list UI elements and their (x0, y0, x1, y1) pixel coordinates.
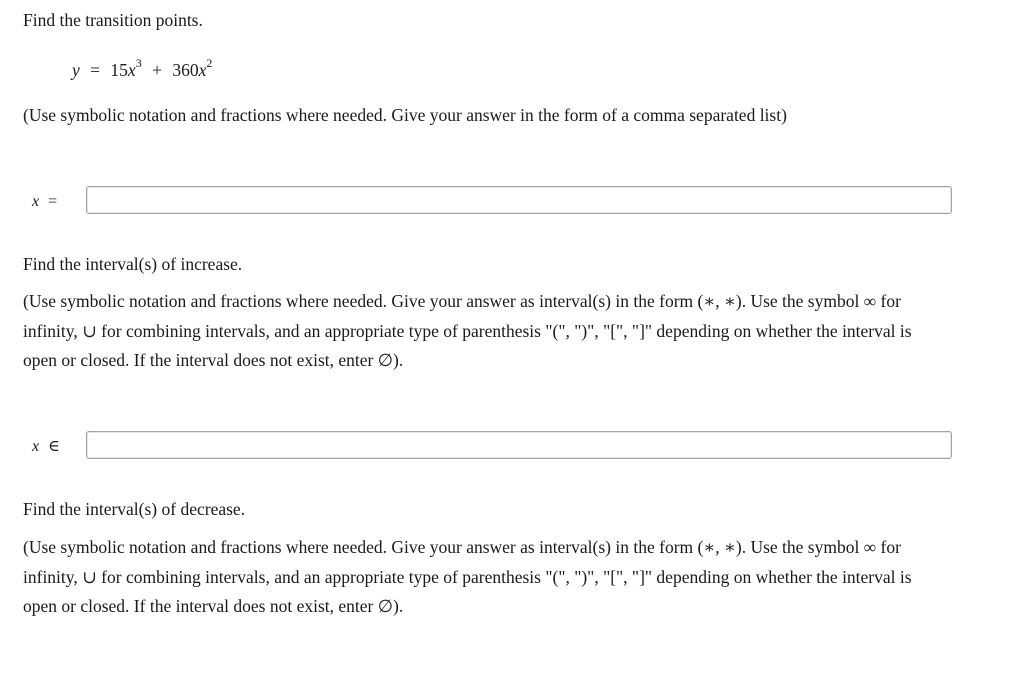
increase-interval-instruction (23, 287, 1008, 376)
equation-lhs: y (72, 60, 80, 80)
decrease-interval-prompt: Find the interval(s) of decrease. (23, 499, 246, 519)
increase-interval-input[interactable] (86, 431, 952, 459)
transition-points-instruction: (Use symbolic notation and fractions where needed. Give your answer in the form of a comma separated list) (23, 105, 787, 125)
equation-term2-var: x (198, 60, 207, 80)
equation-term1-coef: 15 (110, 60, 128, 80)
increase-answer-label (32, 437, 60, 457)
equation-term2-coef: 360 (172, 60, 199, 80)
equation-term2-exp: 2 (206, 56, 213, 71)
increase-answer-var: x (32, 438, 40, 455)
increase-instruction-line-2: infinity, ∪ for combining intervals, and an appropriate type of parenthesis "(", ")", "[", "]" depending on whether the interval is (23, 320, 912, 341)
increase-interval-prompt: Find the interval(s) of increase. (23, 254, 243, 274)
transition-points-prompt: Find the transition points. (23, 10, 203, 30)
decrease-instruction-line-1: (Use symbolic notation and fractions where needed. Give your answer as interval(s) in the form (∗, ∗). Use the symbol ∞ for (23, 537, 901, 557)
transition-points-input[interactable] (86, 186, 952, 214)
decrease-instruction-line-2: infinity, ∪ for combining intervals, and an appropriate type of parenthesis "(", ")", "[", "]" depending on whether the interval is (23, 566, 912, 587)
equation-term1-exp: 3 (135, 56, 142, 71)
transition-answer-label (32, 192, 57, 212)
equation-equals: = (90, 60, 101, 80)
increase-instruction-line-3: open or closed. If the interval does not exist, enter ∅). (23, 350, 404, 370)
increase-answer-rel: ∈ (48, 438, 60, 455)
increase-instruction-line-1: (Use symbolic notation and fractions where needed. Give your answer as interval(s) in the form (∗, ∗). Use the symbol ∞ for (23, 291, 901, 311)
transition-answer-rel: = (48, 193, 58, 210)
decrease-instruction-line-3: open or closed. If the interval does not exist, enter ∅). (23, 596, 404, 616)
equation-term1-var: x (127, 60, 136, 80)
decrease-interval-instruction (23, 533, 1008, 622)
function-equation (72, 56, 212, 85)
transition-answer-var: x (32, 193, 40, 210)
equation-plus: + (152, 60, 162, 80)
